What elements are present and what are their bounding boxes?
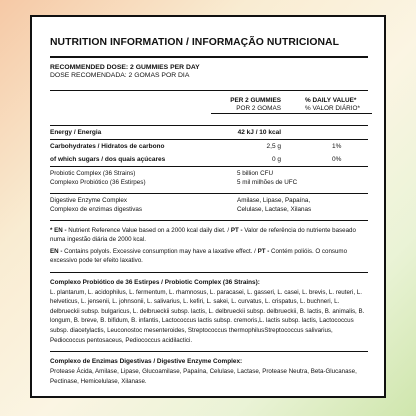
probiotic-name: Probiotic Complex (36 Strains) Complexo Probiótico (36 Estirpes) bbox=[50, 170, 146, 186]
enzyme-row bbox=[50, 197, 368, 220]
nutrient-name: of which sugars / dos quais açúcares bbox=[50, 156, 166, 163]
divider bbox=[50, 272, 368, 273]
daily-value-header bbox=[305, 97, 371, 113]
nutrient-name: Carbohydrates / Hidratos de carbono bbox=[50, 143, 165, 150]
enzyme-section-body: Protease Ácida, Amilase, Lipase, Glucoamilase, Papaína, Celulase, Lactase, Protease Neutra, Beta-Glucanase, Pectinase, Hemicelulase, Xilanase. bbox=[50, 368, 357, 385]
polyols-note: EN - Contains polyols. Excessive consumption may have a laxative effect. / PT - Contém polióis. O consumo excessivo pode ter efeito laxativo. bbox=[50, 247, 348, 265]
table-row bbox=[50, 153, 368, 166]
nutrient-value: 0 g bbox=[271, 156, 281, 163]
table-row bbox=[50, 126, 368, 139]
table-header bbox=[50, 91, 368, 125]
daily-value-pt: % VALOR DIÁRIO* bbox=[305, 105, 360, 112]
enzyme-section-title: Complexo de Enzimas Digestivas / Digestive Enzyme Complex: bbox=[50, 358, 243, 366]
probiotic-section-body: L. plantarum, L. acidophilus, L. fermentum, L. rhamnosus, L. paracasei, L. gasseri, L. casei, L. brevis, L. reuteri, L. helveticus, L. jensenii, L. johnsonii, L. salivarius, L. kefiri, L. sakei, L. curvatus, L. crispatus, L. buchneri, L. delbrueckii subsp. bulgaricus, L. delbrueckii subsp. lactis, L. delbrueckii subsp. delbrueckii, B. lactis, B. animalis, B. longum, B. breve, B. bifidum, B. infantis, Lactococcus lactis subsp. cremoris,L. lactis subsp. lactis, Lactococcus subsp. diacetylactis, Leuconostoc mesenteroides, Streptococcus thermophilusStreptococcus salivarius, Pediococcus pentosaceus, Pediococcus acidilactici. bbox=[50, 288, 365, 344]
probiotic-row bbox=[50, 170, 368, 193]
header-underline bbox=[211, 113, 372, 114]
divider bbox=[50, 56, 368, 58]
nutrient-dv: 0% bbox=[332, 156, 342, 163]
enzyme-value: Amilase, Lipase, Papaína, Celulase, Lactase, Xilanas bbox=[237, 197, 312, 213]
probiotic-value: 5 billion CFU 5 mil milhões de UFC bbox=[237, 170, 298, 186]
daily-value-en: % DAILY VALUE* bbox=[305, 97, 357, 104]
per-serving-header bbox=[211, 97, 281, 113]
per-serving-en: PER 2 GUMMIES bbox=[230, 97, 281, 104]
per-serving-pt: POR 2 GOMAS bbox=[236, 105, 281, 112]
footnotes bbox=[50, 221, 368, 272]
dose-block bbox=[50, 64, 368, 90]
nrv-note: * EN - Nutrient Reference Value based on a 2000 kcal daily diet. / PT - Valor de referência do nutriente baseado numa ingestão diária de 2000 kcal. bbox=[50, 227, 356, 244]
nutrient-dv: 1% bbox=[332, 143, 342, 150]
divider bbox=[50, 166, 368, 167]
nutrient-value: 2,5 g bbox=[266, 143, 281, 150]
divider bbox=[50, 351, 368, 352]
dose-en: RECOMMENDED DOSE: 2 GUMMIES PER DAY bbox=[50, 64, 200, 71]
nutrition-label bbox=[30, 15, 386, 398]
dose-pt: DOSE RECOMENDADA: 2 GOMAS POR DIA bbox=[50, 72, 190, 79]
probiotic-section-title: Complexo Probiótico de 36 Estirpes / Probiotic Complex (36 Strains): bbox=[50, 278, 260, 286]
label-title: NUTRITION INFORMATION / INFORMAÇÃO NUTRICIONAL bbox=[50, 37, 339, 48]
nutrient-value: 42 kJ / 10 kcal bbox=[237, 129, 281, 136]
nutrient-name: Energy / Energia bbox=[50, 129, 102, 136]
table-row bbox=[50, 140, 368, 153]
divider bbox=[50, 193, 368, 194]
enzyme-name: Digestive Enzyme Complex Complexo de enzimas digestivas bbox=[50, 197, 143, 213]
